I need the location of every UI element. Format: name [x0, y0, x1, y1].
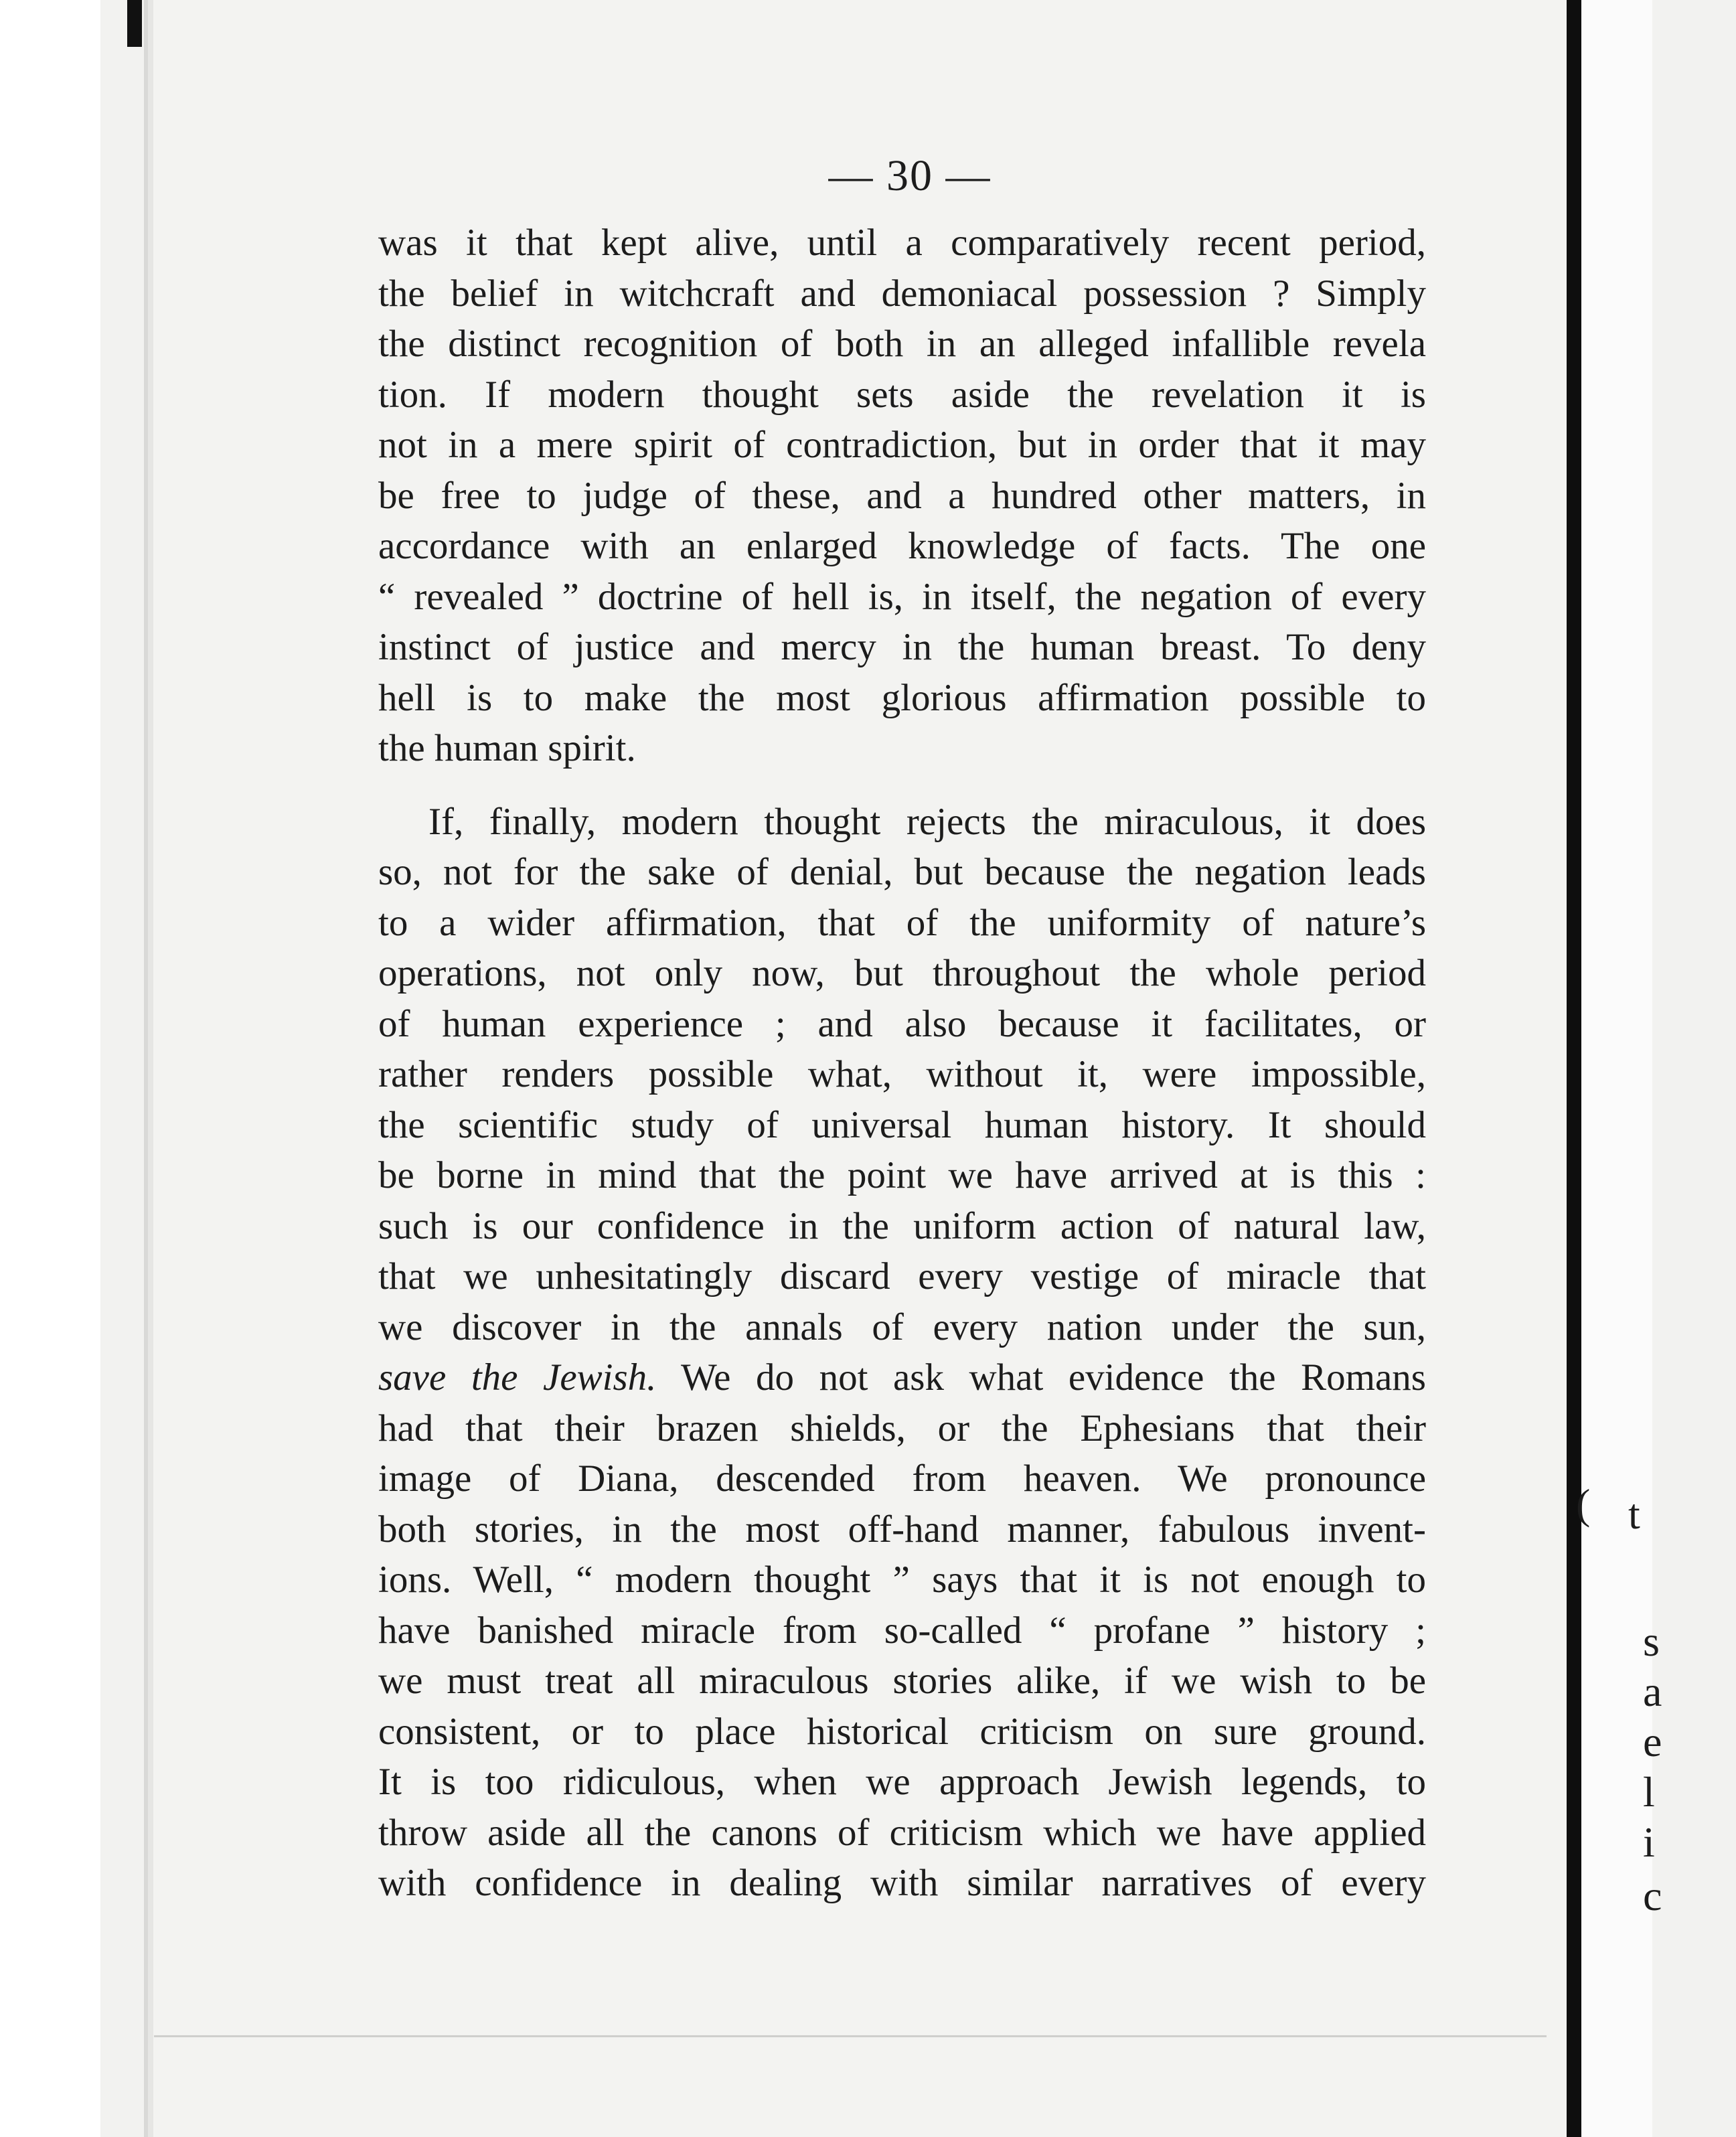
next-page-fragment: c [1643, 1872, 1662, 1919]
scan-binding-mark [127, 0, 142, 47]
paragraph-1 [378, 218, 1426, 774]
next-page-fragment: i [1643, 1818, 1655, 1866]
text-line: ions. Well, “ modern thought ” says that it is not enough to [378, 1559, 1426, 1601]
text-line: was it that kept alive, until a comparatively recent period, [378, 222, 1426, 264]
paragraph-2 [378, 797, 1426, 1909]
text-line-tail: We do not ask what evidence the Romans [656, 1356, 1426, 1399]
text-line: the scientific study of universal human history. It should [378, 1103, 1426, 1146]
page-bottom-edge [154, 2035, 1547, 2037]
text-line: throw aside all the canons of criticism which we have applied [378, 1811, 1426, 1854]
text-line: have banished miracle from so-called “ profane ” history ; [378, 1609, 1426, 1652]
text-line-with-italic [378, 1352, 1426, 1403]
text-line: operations, not only now, but throughout the whole period [378, 952, 1426, 994]
text-line: both stories, in the most off-hand manner, fabulous invent- [378, 1508, 1426, 1551]
italic-phrase: save the Jewish. [378, 1356, 657, 1399]
next-page-fragment: t [1628, 1490, 1640, 1538]
text-line: not in a mere spirit of contradiction, but in order that it may [378, 424, 1426, 466]
text-line: had that their brazen shields, or the Ephesians that their [378, 1407, 1426, 1449]
page-number: — 30 — [828, 151, 992, 200]
text-line: rather renders possible what, without it, were impossible, [378, 1053, 1426, 1095]
text-line: image of Diana, descended from heaven. We pronounce [378, 1457, 1426, 1500]
text-line: the distinct recognition of both in an alleged infallible revela [378, 323, 1426, 365]
text-line: we must treat all miraculous stories alike, if we wish to be [378, 1660, 1426, 1702]
body-text [378, 218, 1426, 1909]
text-line: of human experience ; and also because it facilitates, or [378, 1002, 1426, 1045]
scan-left-margin [0, 0, 100, 2137]
text-line: with confidence in dealing with similar narratives of every [378, 1862, 1426, 1904]
text-line: we discover in the annals of every nation under the sun, [378, 1305, 1426, 1348]
text-line: so, not for the sake of denial, but because the negation leads [378, 851, 1426, 893]
next-page-fragment: ( [1576, 1480, 1591, 1528]
text-line: “ revealed ” doctrine of hell is, in itself, the negation of every [378, 575, 1426, 618]
text-line: be free to judge of these, and a hundred other matters, in [378, 474, 1426, 517]
next-page-fragment: s [1643, 1617, 1660, 1665]
text-line: to a wider affirmation, that of the uniformity of nature’s [378, 901, 1426, 944]
text-line: such is our confidence in the uniform action of natural law, [378, 1204, 1426, 1247]
next-page-fragment: l [1643, 1768, 1655, 1816]
text-line: the belief in witchcraft and demoniacal possession ? Simply [378, 272, 1426, 315]
text-line: be borne in mind that the point we have arrived at is this : [378, 1154, 1426, 1196]
text-line: the human spirit. [378, 727, 636, 769]
text-line: instinct of justice and mercy in the human breast. To deny [378, 626, 1426, 668]
next-page-fragment: a [1643, 1668, 1662, 1715]
text-line: It is too ridiculous, when we approach Jewish legends, to [378, 1761, 1426, 1803]
next-page-edge [1576, 0, 1662, 2137]
text-line: If, finally, modern thought rejects the miraculous, it does [428, 800, 1426, 843]
paragraph-spacer [378, 774, 1426, 797]
book-gutter [1567, 0, 1581, 2137]
text-line: hell is to make the most glorious affirmation possible to [378, 676, 1426, 719]
text-line: consistent, or to place historical criticism on sure ground. [378, 1710, 1426, 1753]
text-line: tion. If modern thought sets aside the revelation it is [378, 373, 1426, 416]
next-page-fragment: e [1643, 1718, 1662, 1765]
text-line: that we unhesitatingly discard every vestige of miracle that [378, 1255, 1426, 1297]
text-line: accordance with an enlarged knowledge of facts. The one [378, 525, 1426, 567]
